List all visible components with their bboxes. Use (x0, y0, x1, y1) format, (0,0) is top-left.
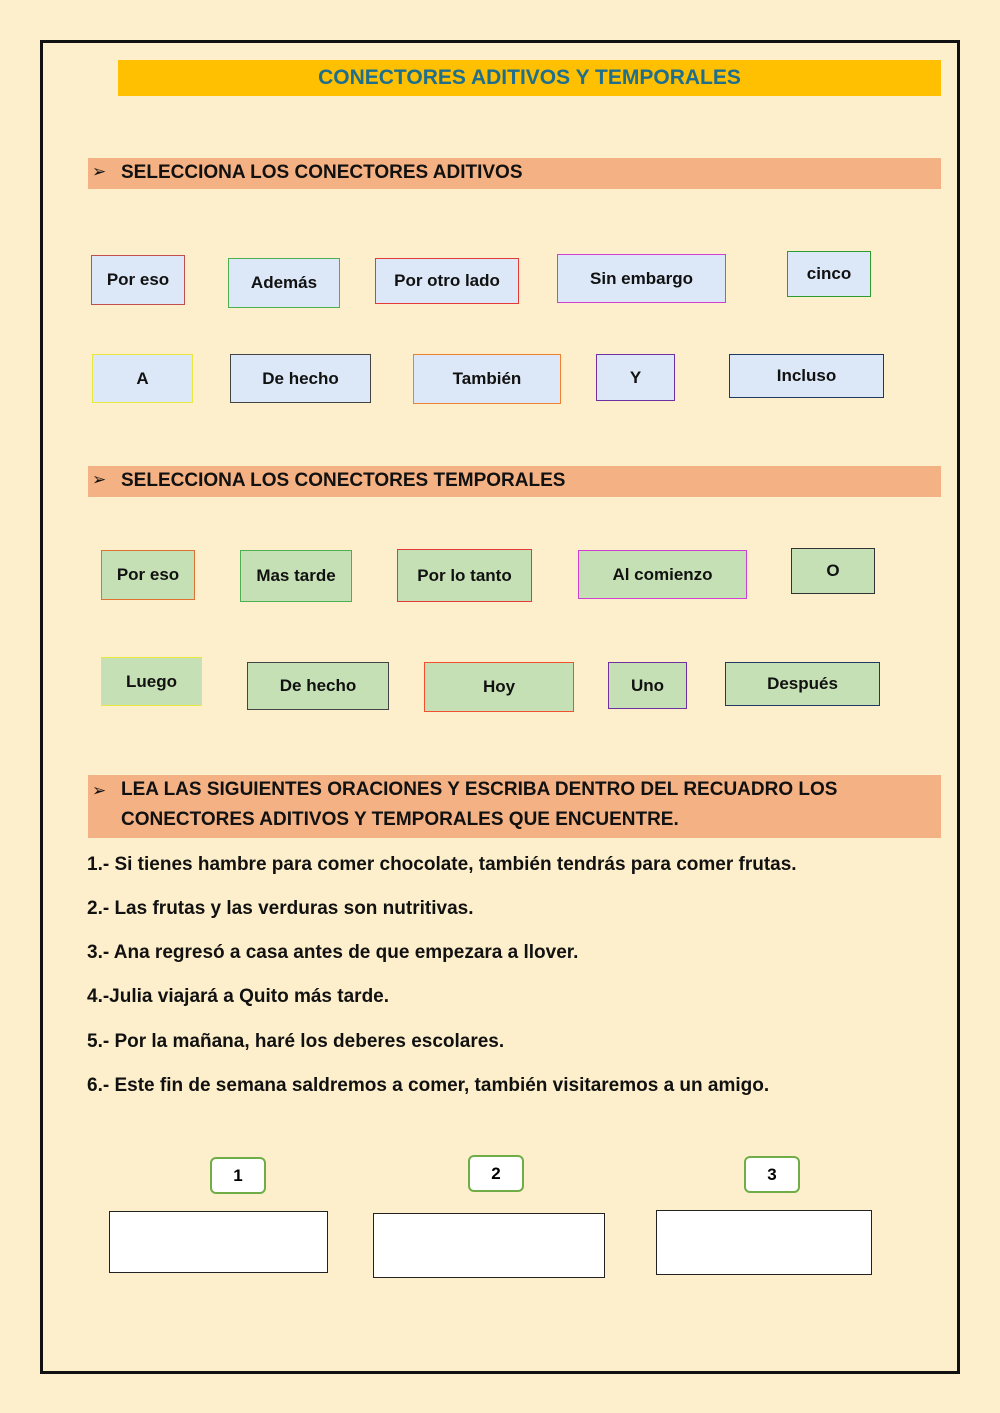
section-heading: SELECCIONA LOS CONECTORES ADITIVOS (121, 162, 523, 183)
arrow-bullet-icon: ➢ (92, 162, 107, 181)
aditivo-option[interactable]: También (413, 354, 561, 404)
page-title: CONECTORES ADITIVOS Y TEMPORALES (118, 60, 941, 96)
aditivo-option[interactable]: A (92, 354, 193, 403)
temporal-option[interactable]: De hecho (247, 662, 389, 710)
temporal-option[interactable]: Al comienzo (578, 550, 747, 599)
answer-number-2: 2 (468, 1155, 524, 1192)
sentence-5: 5.- Por la mañana, haré los deberes escolares. (87, 1031, 505, 1052)
sentence-2: 2.- Las frutas y las verduras son nutritivas. (87, 898, 474, 919)
sentence-4: 4.-Julia viajará a Quito más tarde. (87, 986, 390, 1007)
section-heading-line2: CONECTORES ADITIVOS Y TEMPORALES QUE ENCUENTRE. (121, 809, 679, 830)
aditivo-option[interactable]: Además (228, 258, 340, 308)
answer-input-2[interactable] (373, 1213, 605, 1278)
aditivo-option[interactable]: Por otro lado (375, 258, 519, 304)
arrow-bullet-icon: ➢ (92, 470, 107, 489)
temporal-option[interactable]: Por lo tanto (397, 549, 532, 602)
answer-number-3: 3 (744, 1156, 800, 1193)
answer-input-3[interactable] (656, 1210, 872, 1275)
sentence-3: 3.- Ana regresó a casa antes de que empezara a llover. (87, 942, 579, 963)
temporal-option[interactable]: Uno (608, 662, 687, 709)
temporal-option[interactable]: Hoy (424, 662, 574, 712)
section-temporales-header (88, 466, 941, 497)
aditivo-option[interactable]: Sin embargo (557, 254, 726, 303)
sentence-6: 6.- Este fin de semana saldremos a comer, también visitaremos a un amigo. (87, 1075, 770, 1096)
temporal-option[interactable]: Después (725, 662, 880, 706)
temporal-option[interactable]: Mas tarde (240, 550, 352, 602)
temporal-option[interactable]: Luego (101, 657, 202, 706)
aditivo-option[interactable]: Por eso (91, 255, 185, 305)
temporal-option[interactable]: O (791, 548, 875, 594)
answer-input-1[interactable] (109, 1211, 328, 1273)
answer-number-1: 1 (210, 1157, 266, 1194)
aditivo-option[interactable]: Incluso (729, 354, 884, 398)
sentence-1: 1.- Si tienes hambre para comer chocolate, también tendrás para comer frutas. (87, 854, 797, 875)
section-heading-line1: LEA LAS SIGUIENTES ORACIONES Y ESCRIBA DENTRO DEL RECUADRO LOS (121, 779, 838, 800)
aditivo-option[interactable]: cinco (787, 251, 871, 297)
arrow-bullet-icon: ➢ (92, 781, 107, 800)
section-aditivos-header (88, 158, 941, 189)
temporal-option[interactable]: Por eso (101, 550, 195, 600)
section-lectura-header (88, 775, 941, 838)
section-heading: SELECCIONA LOS CONECTORES TEMPORALES (121, 470, 566, 491)
aditivo-option[interactable]: Y (596, 354, 675, 401)
aditivo-option[interactable]: De hecho (230, 354, 371, 403)
